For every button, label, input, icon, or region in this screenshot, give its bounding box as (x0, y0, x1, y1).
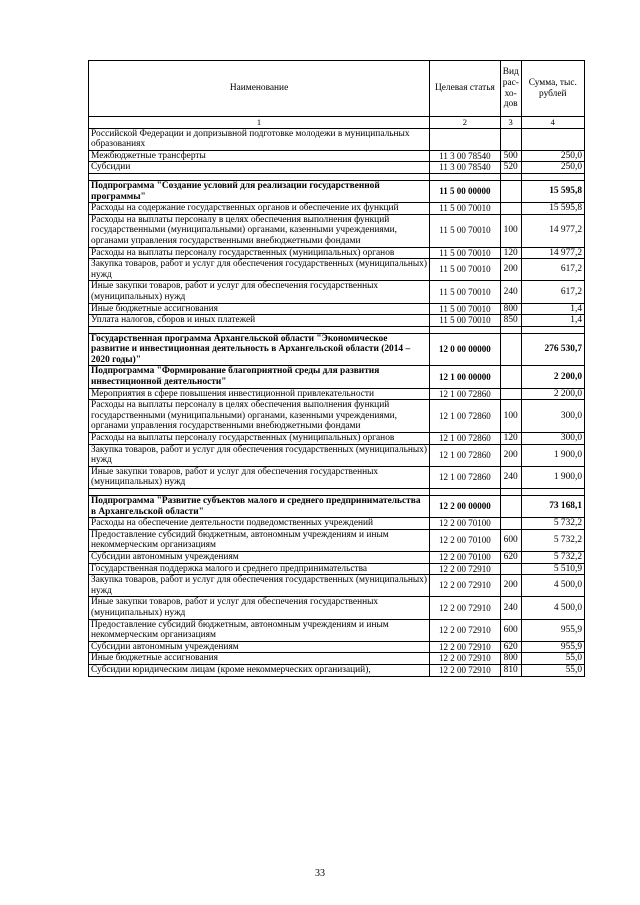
table-row (89, 653, 585, 665)
cell-type (500, 388, 521, 400)
cell-sum: 955,9 (521, 641, 584, 653)
cell-sum: 617,2 (521, 281, 584, 303)
cell-code: 12 1 00 72860 (430, 433, 501, 445)
cell-name: Подпрограмма "Формирование благоприятной среды для развития инвестиционной деятельности" (89, 366, 430, 388)
cell-type: 100 (500, 400, 521, 433)
table-row (89, 496, 585, 518)
cell-type: 240 (500, 597, 521, 619)
table-row (89, 259, 585, 281)
spacer-cell (89, 173, 430, 180)
cell-name: Подпрограмма "Развитие субъектов малого и среднего предпринимательства в Архангельской области" (89, 496, 430, 518)
spacer-row (89, 326, 585, 333)
table-body (89, 128, 585, 676)
cell-name: Субсидии (89, 162, 430, 174)
cell-sum: 276 530,7 (521, 333, 584, 366)
table-row (89, 597, 585, 619)
cell-code: 12 1 00 72860 (430, 466, 501, 488)
table-header (89, 61, 585, 129)
cell-name: Расходы на выплаты персоналу государственных (муниципальных) органов (89, 247, 430, 259)
cell-code: 12 2 00 72910 (430, 619, 501, 641)
cell-sum: 55,0 (521, 664, 584, 676)
cell-sum: 4 500,0 (521, 575, 584, 597)
cell-type (500, 128, 521, 150)
cell-type: 120 (500, 247, 521, 259)
cell-code: 12 1 00 72860 (430, 444, 501, 466)
spacer-cell (89, 489, 430, 496)
cell-name: Субсидии автономным учреждениям (89, 641, 430, 653)
table-row (89, 619, 585, 641)
spacer-cell (430, 489, 501, 496)
cell-type: 850 (500, 315, 521, 327)
cell-name: Государственная программа Архангельской области "Экономическое развитие и инвестиционная деятельность в Архангельской области (2014 – 2020 годы)" (89, 333, 430, 366)
cell-name: Государственная поддержка малого и среднего предпринимательства (89, 563, 430, 575)
cell-sum: 617,2 (521, 259, 584, 281)
cell-code: 12 2 00 72910 (430, 641, 501, 653)
cell-name: Предоставление субсидий бюджетным, автономным учреждениям и иным некоммерческим организациям (89, 529, 430, 551)
cell-sum (521, 128, 584, 150)
cell-code: 12 2 00 72910 (430, 664, 501, 676)
cell-sum: 55,0 (521, 653, 584, 665)
cell-type: 120 (500, 433, 521, 445)
cell-name: Иные бюджетные ассигнования (89, 653, 430, 665)
cell-type: 800 (500, 303, 521, 315)
cell-sum: 1 900,0 (521, 444, 584, 466)
cell-type: 200 (500, 444, 521, 466)
cell-name: Подпрограмма "Создание условий для реализации государственной программы" (89, 180, 430, 202)
cell-type (500, 563, 521, 575)
spacer-cell (500, 173, 521, 180)
cell-sum: 5 510,9 (521, 563, 584, 575)
column-number: 3 (500, 117, 521, 129)
cell-type: 100 (500, 214, 521, 247)
cell-code: 11 5 00 70010 (430, 203, 501, 215)
cell-name: Закупка товаров, работ и услуг для обеспечения государственных (муниципальных) нужд (89, 575, 430, 597)
cell-name: Российской Федерации и допризывной подготовке молодежи в муниципальных образованиях (89, 128, 430, 150)
table-row (89, 247, 585, 259)
table-row (89, 180, 585, 202)
cell-sum: 1,4 (521, 303, 584, 315)
table-row (89, 315, 585, 327)
column-number: 1 (89, 117, 430, 129)
table-row (89, 388, 585, 400)
cell-code: 11 5 00 00000 (430, 180, 501, 202)
cell-type: 810 (500, 664, 521, 676)
cell-sum: 4 500,0 (521, 597, 584, 619)
cell-sum: 1 900,0 (521, 466, 584, 488)
table-row (89, 333, 585, 366)
cell-code: 12 2 00 72910 (430, 597, 501, 619)
cell-name: Закупка товаров, работ и услуг для обеспечения государственных (муниципальных) нужд (89, 259, 430, 281)
cell-type: 600 (500, 619, 521, 641)
cell-type (500, 366, 521, 388)
cell-sum: 73 168,1 (521, 496, 584, 518)
cell-type: 600 (500, 529, 521, 551)
spacer-cell (521, 326, 584, 333)
table-row (89, 641, 585, 653)
table-row (89, 529, 585, 551)
cell-code: 12 2 00 70100 (430, 518, 501, 530)
table-row (89, 551, 585, 563)
cell-name: Межбюджетные трансферты (89, 150, 430, 162)
cell-code: 12 2 00 00000 (430, 496, 501, 518)
header-code: Целевая статья (430, 61, 501, 117)
cell-name: Расходы на выплаты персоналу в целях обеспечения выполнения функций государственными (муниципальными) органами, казенными учреждениями, органами управления государственными внебюджетными фондами (89, 400, 430, 433)
cell-sum: 5 732,2 (521, 518, 584, 530)
cell-type (500, 518, 521, 530)
cell-name: Предоставление субсидий бюджетным, автономным учреждениям и иным некоммерческим организациям (89, 619, 430, 641)
cell-type: 240 (500, 466, 521, 488)
cell-name: Мероприятия в сфере повышения инвестиционной привлекательности (89, 388, 430, 400)
cell-code: 12 1 00 72860 (430, 388, 501, 400)
cell-name: Иные закупки товаров, работ и услуг для обеспечения государственных (муниципальных) нужд (89, 281, 430, 303)
cell-name: Закупка товаров, работ и услуг для обеспечения государственных (муниципальных) нужд (89, 444, 430, 466)
cell-type: 620 (500, 551, 521, 563)
cell-name: Уплата налогов, сборов и иных платежей (89, 315, 430, 327)
cell-code: 12 2 00 70100 (430, 551, 501, 563)
cell-type (500, 333, 521, 366)
cell-type: 200 (500, 259, 521, 281)
cell-sum: 15 595,8 (521, 203, 584, 215)
table-row (89, 366, 585, 388)
spacer-cell (430, 173, 501, 180)
table-row (89, 466, 585, 488)
cell-code: 11 3 00 78540 (430, 150, 501, 162)
cell-code: 12 2 00 72910 (430, 653, 501, 665)
cell-type (500, 203, 521, 215)
cell-type: 620 (500, 641, 521, 653)
table-row (89, 303, 585, 315)
cell-sum: 300,0 (521, 400, 584, 433)
cell-code: 12 2 00 72910 (430, 575, 501, 597)
cell-sum: 5 732,2 (521, 551, 584, 563)
cell-code: 12 2 00 72910 (430, 563, 501, 575)
budget-table (88, 60, 585, 677)
page-number: 33 (315, 868, 325, 879)
table-row (89, 664, 585, 676)
cell-code: 11 5 00 70010 (430, 259, 501, 281)
cell-code: 11 3 00 78540 (430, 162, 501, 174)
header-name: Наименование (89, 61, 430, 117)
column-number: 2 (430, 117, 501, 129)
cell-code: 12 0 00 00000 (430, 333, 501, 366)
cell-sum: 250,0 (521, 150, 584, 162)
cell-type: 520 (500, 162, 521, 174)
cell-name: Субсидии автономным учреждениям (89, 551, 430, 563)
table-row (89, 575, 585, 597)
cell-name: Расходы на содержание государственных органов и обеспечение их функций (89, 203, 430, 215)
column-numbers-row (89, 117, 585, 129)
table-row (89, 444, 585, 466)
cell-code: 11 5 00 70010 (430, 303, 501, 315)
header-type: Вид рас- хо- дов (500, 61, 521, 117)
cell-sum: 250,0 (521, 162, 584, 174)
cell-sum: 300,0 (521, 433, 584, 445)
spacer-cell (500, 489, 521, 496)
table-row (89, 433, 585, 445)
cell-name: Иные закупки товаров, работ и услуг для обеспечения государственных (муниципальных) нужд (89, 466, 430, 488)
table-row (89, 128, 585, 150)
spacer-row (89, 489, 585, 496)
cell-type: 240 (500, 281, 521, 303)
cell-type (500, 496, 521, 518)
column-number: 4 (521, 117, 584, 129)
cell-sum: 15 595,8 (521, 180, 584, 202)
cell-name: Иные закупки товаров, работ и услуг для обеспечения государственных (муниципальных) нужд (89, 597, 430, 619)
table-row (89, 150, 585, 162)
cell-type: 200 (500, 575, 521, 597)
cell-code: 12 2 00 70100 (430, 529, 501, 551)
spacer-cell (500, 326, 521, 333)
table-row (89, 563, 585, 575)
cell-type: 800 (500, 653, 521, 665)
cell-sum: 14 977,2 (521, 247, 584, 259)
spacer-cell (521, 489, 584, 496)
table-row (89, 214, 585, 247)
cell-sum: 2 200,0 (521, 388, 584, 400)
table-row (89, 281, 585, 303)
cell-name: Расходы на выплаты персоналу в целях обеспечения выполнения функций государственными (муниципальными) органами, казенными учреждениями, органами управления государственными внебюджетными фондами (89, 214, 430, 247)
cell-sum: 2 200,0 (521, 366, 584, 388)
cell-type: 500 (500, 150, 521, 162)
cell-code: 12 1 00 00000 (430, 366, 501, 388)
cell-code: 11 5 00 70010 (430, 281, 501, 303)
cell-name: Субсидии юридическим лицам (кроме некоммерческих организаций), (89, 664, 430, 676)
table-row (89, 203, 585, 215)
spacer-row (89, 173, 585, 180)
spacer-cell (89, 326, 430, 333)
spacer-cell (521, 173, 584, 180)
table-row (89, 162, 585, 174)
cell-name: Расходы на обеспечение деятельности подведомственных учреждений (89, 518, 430, 530)
cell-sum: 955,9 (521, 619, 584, 641)
cell-sum: 5 732,2 (521, 529, 584, 551)
cell-code: 11 5 00 70010 (430, 247, 501, 259)
header-sum: Сумма, тыс. рублей (521, 61, 584, 117)
cell-sum: 14 977,2 (521, 214, 584, 247)
table-row (89, 518, 585, 530)
cell-sum: 1,4 (521, 315, 584, 327)
table-row (89, 400, 585, 433)
cell-name: Иные бюджетные ассигнования (89, 303, 430, 315)
cell-name: Расходы на выплаты персоналу государственных (муниципальных) органов (89, 433, 430, 445)
cell-code: 11 5 00 70010 (430, 214, 501, 247)
cell-code: 11 5 00 70010 (430, 315, 501, 327)
cell-code (430, 128, 501, 150)
cell-code: 12 1 00 72860 (430, 400, 501, 433)
spacer-cell (430, 326, 501, 333)
cell-type (500, 180, 521, 202)
